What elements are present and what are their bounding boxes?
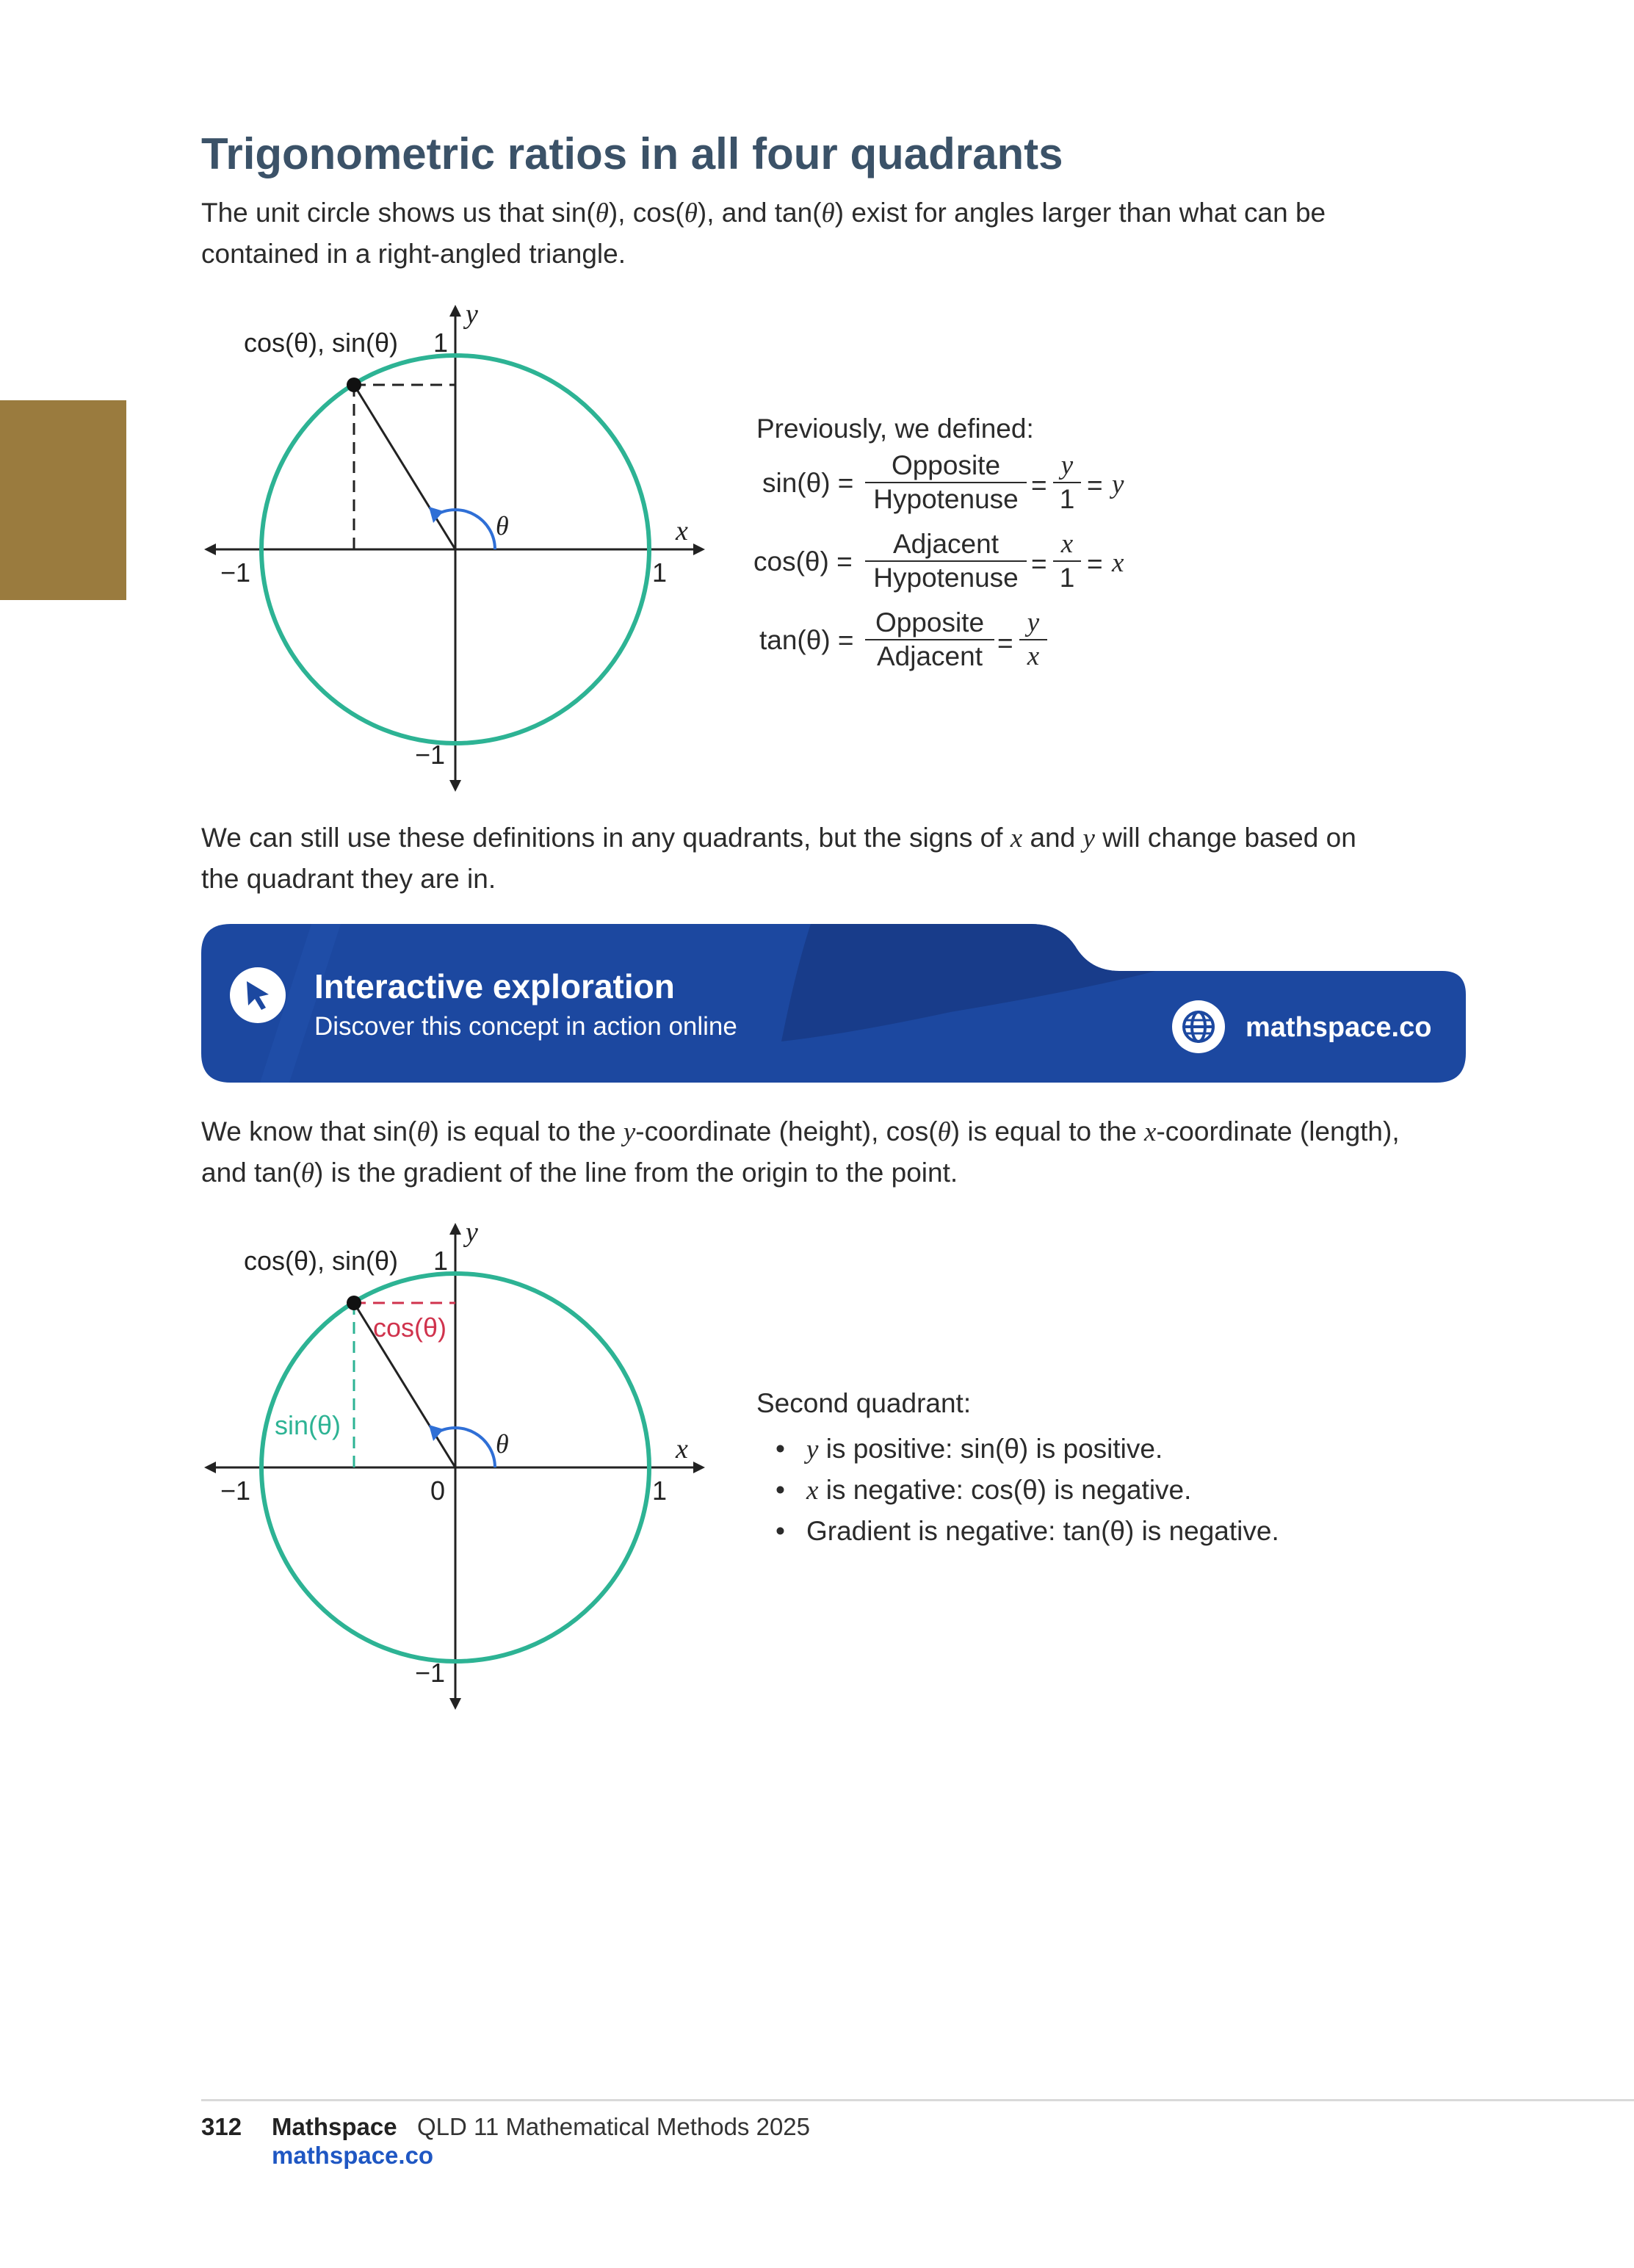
cos-formula-fraction: Adjacent Hypotenuse [865, 528, 1027, 594]
unit-circle-diagram-2 [198, 1212, 742, 1726]
cursor-icon [228, 965, 288, 1025]
tan-formula-eq1: = [997, 628, 1013, 658]
tan-formula-lhs: tan(θ) = [759, 625, 854, 655]
sin-formula-lhs: sin(θ) = [762, 468, 854, 498]
angle-label: θ [496, 511, 509, 541]
footer-divider [201, 2099, 1634, 2101]
point-on-circle [347, 1296, 361, 1310]
angle-arc-arrow [429, 507, 444, 523]
cos-formula-x-over-1: $\frac{x}{1}$ [1053, 528, 1081, 594]
tick-label-pos-x: 1 [652, 1476, 668, 1506]
cos-formula-result: x [1112, 548, 1124, 578]
list-item: • y is positive: sin(θ) is positive. [761, 1429, 1279, 1470]
x-axis-arrow-right [693, 543, 705, 555]
footer-brand: Mathspace [272, 2113, 397, 2140]
banner-title: Interactive exploration [314, 967, 675, 1005]
point-on-circle [347, 378, 361, 392]
sin-label: sin(θ) [275, 1410, 341, 1440]
tan-formula-y-over-x: $\frac{y}{x}$ [1019, 607, 1047, 673]
tick-label-neg-x: −1 [220, 1476, 251, 1506]
angle-arc-arrow [429, 1425, 444, 1441]
cos-formula-eq2: = [1087, 549, 1103, 579]
x-axis-arrow-left [204, 1462, 216, 1473]
sin-formula-fraction: Opposite Hypotenuse [865, 449, 1027, 516]
tick-label-pos-y: 1 [433, 1246, 449, 1276]
sin-formula-y-over-1: $\frac{y}{1}$ [1053, 449, 1081, 516]
intro-paragraph: The unit circle shows us that sin(θ), cos(θ), and tan(θ) exist for angles larger than what can be contained in a right-angled triangle. [201, 198, 1326, 269]
footer-page-number: 312 [201, 2113, 242, 2140]
globe-icon[interactable] [1171, 999, 1226, 1055]
tick-label-neg-y: −1 [415, 740, 446, 770]
x-axis-label: x [676, 1434, 688, 1465]
unit-circle-diagram-1 [198, 294, 742, 808]
point-label: cos(θ), sin(θ) [244, 328, 399, 358]
y-axis-label: y [466, 1217, 478, 1248]
banner-subtitle: Discover this concept in action online [314, 1012, 737, 1041]
x-axis-label: x [676, 516, 688, 546]
tick-label-neg-x: −1 [220, 557, 251, 588]
angle-label: θ [496, 1429, 509, 1459]
origin-label: 0 [430, 1476, 446, 1506]
tick-label-neg-y: −1 [415, 1658, 446, 1688]
formulas-intro: Previously, we defined: [756, 413, 1034, 444]
cos-label: cos(θ) [373, 1312, 447, 1343]
radius-line [354, 385, 455, 549]
tan-formula-fraction: Opposite Adjacent [865, 607, 994, 673]
quadrant-sign-paragraph: We can still use these definitions in any quadrants, but the signs of x and y will change based on the quadrant they are in. [201, 823, 1356, 894]
page-title: Trigonometric ratios in all four quadrants [201, 129, 1063, 178]
tick-label-pos-y: 1 [433, 328, 449, 358]
sin-formula-result: y [1112, 469, 1124, 499]
x-axis-arrow-right [693, 1462, 705, 1473]
sin-formula-eq2: = [1087, 470, 1103, 500]
list-item: • x is negative: cos(θ) is negative. [761, 1470, 1279, 1511]
list-item: • Gradient is negative: tan(θ) is negative. [761, 1511, 1279, 1551]
quadrant-heading: Second quadrant: [756, 1388, 972, 1418]
tick-label-pos-x: 1 [652, 557, 668, 588]
sin-formula-eq1: = [1031, 470, 1047, 500]
y-axis-arrow-down [449, 1698, 461, 1710]
y-axis-arrow-up [449, 305, 461, 317]
footer-book-title: QLD 11 Mathematical Methods 2025 [417, 2113, 811, 2140]
cos-formula-lhs: cos(θ) = [753, 546, 853, 577]
chapter-side-tab [0, 400, 126, 600]
point-label: cos(θ), sin(θ) [244, 1246, 399, 1276]
y-axis-arrow-down [449, 780, 461, 792]
y-axis-label: y [466, 299, 478, 330]
coordinate-paragraph: We know that sin(θ) is equal to the y-coordinate (height), cos(θ) is equal to the x-coordinate (length), and tan(θ) is the gradient of the line from the origin to the point. [201, 1116, 1400, 1188]
footer-url[interactable]: mathspace.co [272, 2142, 434, 2169]
banner-link[interactable]: mathspace.co [1246, 1012, 1432, 1043]
cos-formula-eq1: = [1031, 549, 1047, 579]
y-axis-arrow-up [449, 1223, 461, 1235]
x-axis-arrow-left [204, 543, 216, 555]
quadrant-bullet-list [761, 1429, 1279, 1551]
